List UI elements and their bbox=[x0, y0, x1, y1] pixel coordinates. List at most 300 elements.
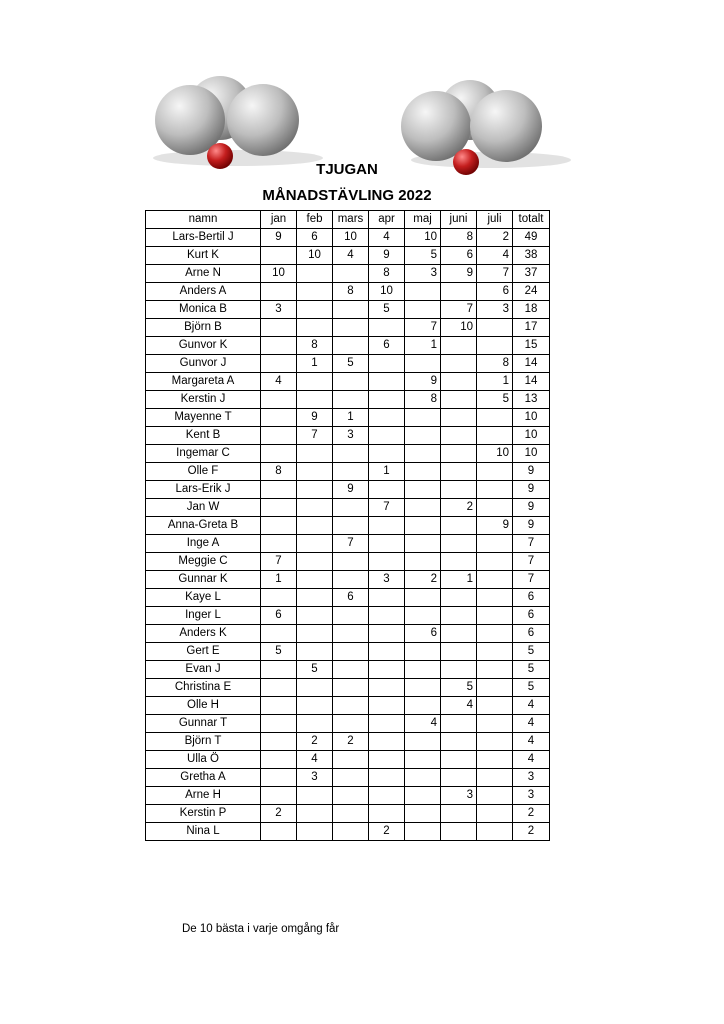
player-name: Arne N bbox=[146, 265, 261, 283]
footer-note: De 10 bästa i varje omgång får bbox=[182, 923, 340, 935]
total-cell: 2 bbox=[513, 823, 550, 841]
score-cell bbox=[297, 553, 333, 571]
player-name: Kerstin J bbox=[146, 391, 261, 409]
score-cell: 5 bbox=[261, 643, 297, 661]
score-cell bbox=[297, 643, 333, 661]
score-cell bbox=[477, 571, 513, 589]
table-row bbox=[146, 445, 550, 463]
score-cell bbox=[441, 535, 477, 553]
score-cell bbox=[441, 517, 477, 535]
score-cell: 9 bbox=[441, 265, 477, 283]
total-cell: 4 bbox=[513, 715, 550, 733]
score-cell bbox=[261, 409, 297, 427]
score-cell bbox=[369, 787, 405, 805]
score-cell bbox=[405, 607, 441, 625]
score-cell bbox=[405, 517, 441, 535]
total-cell: 2 bbox=[513, 805, 550, 823]
score-cell: 2 bbox=[261, 805, 297, 823]
score-cell: 9 bbox=[297, 409, 333, 427]
player-name: Monica B bbox=[146, 301, 261, 319]
player-name: Arne H bbox=[146, 787, 261, 805]
score-cell bbox=[405, 355, 441, 373]
score-cell bbox=[405, 283, 441, 301]
player-name: Björn B bbox=[146, 319, 261, 337]
score-cell: 8 bbox=[369, 265, 405, 283]
score-cell bbox=[297, 715, 333, 733]
table-row bbox=[146, 607, 550, 625]
score-cell bbox=[333, 265, 369, 283]
score-cell bbox=[261, 751, 297, 769]
score-cell bbox=[477, 805, 513, 823]
score-cell: 6 bbox=[477, 283, 513, 301]
score-cell: 10 bbox=[297, 247, 333, 265]
score-cell bbox=[477, 697, 513, 715]
score-cell bbox=[369, 319, 405, 337]
score-cell bbox=[297, 805, 333, 823]
score-cell bbox=[441, 283, 477, 301]
score-cell: 4 bbox=[261, 373, 297, 391]
table-row bbox=[146, 247, 550, 265]
score-cell bbox=[441, 643, 477, 661]
score-cell bbox=[333, 391, 369, 409]
score-cell bbox=[441, 733, 477, 751]
score-cell bbox=[441, 607, 477, 625]
score-cell bbox=[441, 463, 477, 481]
player-name: Meggie C bbox=[146, 553, 261, 571]
score-cell: 10 bbox=[477, 445, 513, 463]
score-cell bbox=[405, 481, 441, 499]
total-cell: 14 bbox=[513, 373, 550, 391]
score-cell bbox=[297, 517, 333, 535]
player-name: Ulla Ö bbox=[146, 751, 261, 769]
score-cell bbox=[369, 805, 405, 823]
score-cell bbox=[261, 589, 297, 607]
score-cell: 4 bbox=[405, 715, 441, 733]
score-cell bbox=[333, 661, 369, 679]
score-cell bbox=[369, 445, 405, 463]
score-cell bbox=[297, 697, 333, 715]
score-cell bbox=[297, 625, 333, 643]
score-cell: 8 bbox=[333, 283, 369, 301]
score-cell: 2 bbox=[477, 229, 513, 247]
score-cell: 5 bbox=[333, 355, 369, 373]
score-cell bbox=[477, 607, 513, 625]
score-cell bbox=[261, 697, 297, 715]
total-cell: 13 bbox=[513, 391, 550, 409]
score-cell: 8 bbox=[477, 355, 513, 373]
total-cell: 4 bbox=[513, 751, 550, 769]
score-cell bbox=[261, 481, 297, 499]
total-cell: 7 bbox=[513, 571, 550, 589]
table-row bbox=[146, 355, 550, 373]
score-cell bbox=[333, 715, 369, 733]
total-cell: 7 bbox=[513, 535, 550, 553]
score-cell bbox=[441, 661, 477, 679]
score-cell: 6 bbox=[369, 337, 405, 355]
score-cell bbox=[369, 769, 405, 787]
player-name: Kaye L bbox=[146, 589, 261, 607]
score-cell bbox=[333, 301, 369, 319]
score-cell bbox=[477, 463, 513, 481]
score-cell bbox=[261, 337, 297, 355]
total-cell: 3 bbox=[513, 769, 550, 787]
player-name: Anna-Greta B bbox=[146, 517, 261, 535]
score-cell bbox=[333, 787, 369, 805]
score-cell bbox=[477, 769, 513, 787]
score-cell bbox=[477, 715, 513, 733]
table-row bbox=[146, 715, 550, 733]
score-cell bbox=[441, 823, 477, 841]
score-cell: 2 bbox=[297, 733, 333, 751]
score-cell bbox=[405, 661, 441, 679]
total-cell: 38 bbox=[513, 247, 550, 265]
total-cell: 49 bbox=[513, 229, 550, 247]
score-cell: 10 bbox=[441, 319, 477, 337]
score-cell: 1 bbox=[477, 373, 513, 391]
score-cell bbox=[297, 787, 333, 805]
score-cell bbox=[297, 301, 333, 319]
table-row bbox=[146, 283, 550, 301]
score-cell: 9 bbox=[405, 373, 441, 391]
total-cell: 14 bbox=[513, 355, 550, 373]
table-row bbox=[146, 319, 550, 337]
score-cell bbox=[369, 355, 405, 373]
player-name: Lars-Bertil J bbox=[146, 229, 261, 247]
total-cell: 6 bbox=[513, 589, 550, 607]
score-cell bbox=[369, 643, 405, 661]
score-cell: 1 bbox=[297, 355, 333, 373]
score-cell bbox=[369, 733, 405, 751]
score-cell bbox=[369, 589, 405, 607]
score-cell bbox=[369, 553, 405, 571]
score-cell: 5 bbox=[369, 301, 405, 319]
score-cell: 7 bbox=[333, 535, 369, 553]
score-cell: 9 bbox=[333, 481, 369, 499]
score-cell: 10 bbox=[333, 229, 369, 247]
total-cell: 10 bbox=[513, 445, 550, 463]
score-cell bbox=[405, 427, 441, 445]
score-cell bbox=[297, 481, 333, 499]
total-cell: 15 bbox=[513, 337, 550, 355]
score-cell: 3 bbox=[477, 301, 513, 319]
score-cell bbox=[333, 571, 369, 589]
table-row bbox=[146, 697, 550, 715]
total-cell: 7 bbox=[513, 553, 550, 571]
table-row bbox=[146, 535, 550, 553]
score-cell bbox=[441, 715, 477, 733]
score-cell bbox=[441, 589, 477, 607]
player-name: Anders K bbox=[146, 625, 261, 643]
score-cell: 2 bbox=[441, 499, 477, 517]
player-name: Inger L bbox=[146, 607, 261, 625]
score-cell bbox=[441, 337, 477, 355]
score-cell bbox=[405, 589, 441, 607]
score-cell: 4 bbox=[333, 247, 369, 265]
score-cell bbox=[405, 787, 441, 805]
score-cell bbox=[477, 625, 513, 643]
player-name: Anders A bbox=[146, 283, 261, 301]
score-cell bbox=[477, 319, 513, 337]
score-cell bbox=[261, 715, 297, 733]
score-cell bbox=[405, 301, 441, 319]
score-cell bbox=[369, 409, 405, 427]
column-header: juli bbox=[477, 211, 513, 229]
total-cell: 10 bbox=[513, 409, 550, 427]
table-row bbox=[146, 589, 550, 607]
score-cell bbox=[477, 823, 513, 841]
score-cell bbox=[477, 553, 513, 571]
score-cell bbox=[369, 427, 405, 445]
total-cell: 6 bbox=[513, 625, 550, 643]
score-cell bbox=[333, 643, 369, 661]
score-cell: 5 bbox=[441, 679, 477, 697]
column-header: feb bbox=[297, 211, 333, 229]
score-cell: 4 bbox=[369, 229, 405, 247]
score-cell bbox=[477, 499, 513, 517]
score-cell bbox=[405, 679, 441, 697]
score-cell bbox=[369, 391, 405, 409]
score-cell: 9 bbox=[261, 229, 297, 247]
score-cell bbox=[477, 337, 513, 355]
score-cell: 6 bbox=[297, 229, 333, 247]
score-cell bbox=[261, 733, 297, 751]
player-name: Gert E bbox=[146, 643, 261, 661]
total-cell: 3 bbox=[513, 787, 550, 805]
table-row bbox=[146, 337, 550, 355]
score-cell bbox=[333, 445, 369, 463]
total-cell: 17 bbox=[513, 319, 550, 337]
score-cell bbox=[261, 319, 297, 337]
player-name: Nina L bbox=[146, 823, 261, 841]
score-cell bbox=[297, 589, 333, 607]
player-name: Olle F bbox=[146, 463, 261, 481]
score-cell: 9 bbox=[369, 247, 405, 265]
score-cell bbox=[477, 427, 513, 445]
score-cell bbox=[369, 625, 405, 643]
score-cell bbox=[297, 571, 333, 589]
score-cell bbox=[333, 679, 369, 697]
score-cell bbox=[333, 607, 369, 625]
score-cell: 6 bbox=[405, 625, 441, 643]
score-cell: 4 bbox=[297, 751, 333, 769]
score-cell bbox=[369, 607, 405, 625]
score-cell bbox=[333, 319, 369, 337]
score-cell bbox=[477, 409, 513, 427]
score-cell bbox=[405, 535, 441, 553]
score-cell bbox=[261, 247, 297, 265]
table-row bbox=[146, 679, 550, 697]
score-cell bbox=[441, 427, 477, 445]
table-row bbox=[146, 571, 550, 589]
score-cell: 1 bbox=[369, 463, 405, 481]
score-cell bbox=[477, 589, 513, 607]
column-header: apr bbox=[369, 211, 405, 229]
score-cell: 6 bbox=[333, 589, 369, 607]
table-header-row bbox=[146, 211, 550, 229]
score-cell: 1 bbox=[405, 337, 441, 355]
petanque-balls-icon bbox=[148, 68, 328, 176]
total-cell: 9 bbox=[513, 499, 550, 517]
score-cell: 3 bbox=[333, 427, 369, 445]
table-row bbox=[146, 499, 550, 517]
score-cell bbox=[261, 427, 297, 445]
score-cell bbox=[333, 697, 369, 715]
score-cell bbox=[441, 805, 477, 823]
player-name: Evan J bbox=[146, 661, 261, 679]
score-cell bbox=[441, 553, 477, 571]
player-name: Gretha A bbox=[146, 769, 261, 787]
score-cell bbox=[477, 643, 513, 661]
total-cell: 18 bbox=[513, 301, 550, 319]
score-cell: 1 bbox=[333, 409, 369, 427]
score-cell bbox=[297, 679, 333, 697]
total-cell: 10 bbox=[513, 427, 550, 445]
score-cell bbox=[261, 823, 297, 841]
score-cell bbox=[333, 517, 369, 535]
score-cell: 1 bbox=[441, 571, 477, 589]
table-row bbox=[146, 787, 550, 805]
score-cell bbox=[405, 733, 441, 751]
score-cell bbox=[369, 697, 405, 715]
score-cell bbox=[261, 661, 297, 679]
score-cell: 3 bbox=[405, 265, 441, 283]
score-cell bbox=[441, 355, 477, 373]
score-cell bbox=[369, 373, 405, 391]
score-cell bbox=[297, 499, 333, 517]
page-subtitle: MÅNADSTÄVLING 2022 bbox=[262, 187, 432, 204]
score-cell bbox=[477, 535, 513, 553]
player-name: Kurt K bbox=[146, 247, 261, 265]
total-cell: 5 bbox=[513, 643, 550, 661]
player-name: Mayenne T bbox=[146, 409, 261, 427]
score-cell: 8 bbox=[441, 229, 477, 247]
score-cell: 7 bbox=[261, 553, 297, 571]
score-cell bbox=[405, 769, 441, 787]
score-cell bbox=[333, 499, 369, 517]
table-row bbox=[146, 625, 550, 643]
score-cell: 5 bbox=[297, 661, 333, 679]
score-cell bbox=[297, 535, 333, 553]
score-cell bbox=[369, 517, 405, 535]
score-cell bbox=[405, 553, 441, 571]
table-row bbox=[146, 769, 550, 787]
score-cell bbox=[333, 751, 369, 769]
score-cell bbox=[261, 769, 297, 787]
score-cell bbox=[405, 463, 441, 481]
total-cell: 24 bbox=[513, 283, 550, 301]
score-cell: 3 bbox=[297, 769, 333, 787]
score-cell bbox=[441, 769, 477, 787]
total-cell: 9 bbox=[513, 481, 550, 499]
score-cell: 5 bbox=[477, 391, 513, 409]
score-cell: 4 bbox=[441, 697, 477, 715]
table-row bbox=[146, 373, 550, 391]
player-name: Christina E bbox=[146, 679, 261, 697]
score-cell: 6 bbox=[441, 247, 477, 265]
table-row bbox=[146, 661, 550, 679]
player-name: Gunnar T bbox=[146, 715, 261, 733]
score-cell bbox=[297, 283, 333, 301]
score-cell bbox=[477, 661, 513, 679]
score-cell bbox=[261, 535, 297, 553]
score-cell bbox=[405, 445, 441, 463]
table-row bbox=[146, 805, 550, 823]
score-cell: 9 bbox=[477, 517, 513, 535]
score-cell bbox=[297, 391, 333, 409]
player-name: Björn T bbox=[146, 733, 261, 751]
score-cell bbox=[261, 499, 297, 517]
score-cell: 3 bbox=[369, 571, 405, 589]
score-cell bbox=[297, 445, 333, 463]
score-cell bbox=[369, 715, 405, 733]
score-cell bbox=[261, 517, 297, 535]
score-cell bbox=[261, 445, 297, 463]
table-row bbox=[146, 481, 550, 499]
table-row bbox=[146, 823, 550, 841]
score-cell bbox=[369, 751, 405, 769]
score-cell bbox=[297, 265, 333, 283]
player-name: Inge A bbox=[146, 535, 261, 553]
player-name: Ingemar C bbox=[146, 445, 261, 463]
table-row bbox=[146, 229, 550, 247]
total-cell: 9 bbox=[513, 517, 550, 535]
score-cell: 2 bbox=[369, 823, 405, 841]
score-cell: 8 bbox=[261, 463, 297, 481]
score-cell bbox=[369, 535, 405, 553]
total-cell: 5 bbox=[513, 661, 550, 679]
score-cell: 2 bbox=[333, 733, 369, 751]
total-cell: 6 bbox=[513, 607, 550, 625]
column-header: juni bbox=[441, 211, 477, 229]
score-cell bbox=[369, 679, 405, 697]
score-cell bbox=[261, 625, 297, 643]
score-cell: 7 bbox=[297, 427, 333, 445]
score-cell bbox=[261, 679, 297, 697]
player-name: Gunvor J bbox=[146, 355, 261, 373]
score-cell bbox=[441, 481, 477, 499]
score-cell bbox=[405, 823, 441, 841]
score-cell bbox=[333, 625, 369, 643]
column-header: jan bbox=[261, 211, 297, 229]
player-name: Gunnar K bbox=[146, 571, 261, 589]
player-name: Jan W bbox=[146, 499, 261, 517]
score-cell: 7 bbox=[369, 499, 405, 517]
score-cell bbox=[441, 445, 477, 463]
player-name: Lars-Erik J bbox=[146, 481, 261, 499]
score-cell: 6 bbox=[261, 607, 297, 625]
score-cell bbox=[333, 463, 369, 481]
page-title: TJUGAN bbox=[316, 161, 378, 178]
table-row bbox=[146, 751, 550, 769]
table-row bbox=[146, 301, 550, 319]
player-name: Margareta A bbox=[146, 373, 261, 391]
score-cell bbox=[297, 607, 333, 625]
score-cell: 8 bbox=[297, 337, 333, 355]
column-header: namn bbox=[146, 211, 261, 229]
score-cell bbox=[477, 679, 513, 697]
table-row bbox=[146, 409, 550, 427]
score-table bbox=[145, 210, 550, 841]
score-cell bbox=[261, 391, 297, 409]
score-cell: 3 bbox=[261, 301, 297, 319]
score-cell: 7 bbox=[477, 265, 513, 283]
score-cell bbox=[297, 463, 333, 481]
total-cell: 5 bbox=[513, 679, 550, 697]
score-cell: 7 bbox=[405, 319, 441, 337]
score-cell bbox=[297, 823, 333, 841]
score-cell bbox=[477, 733, 513, 751]
score-cell: 3 bbox=[441, 787, 477, 805]
